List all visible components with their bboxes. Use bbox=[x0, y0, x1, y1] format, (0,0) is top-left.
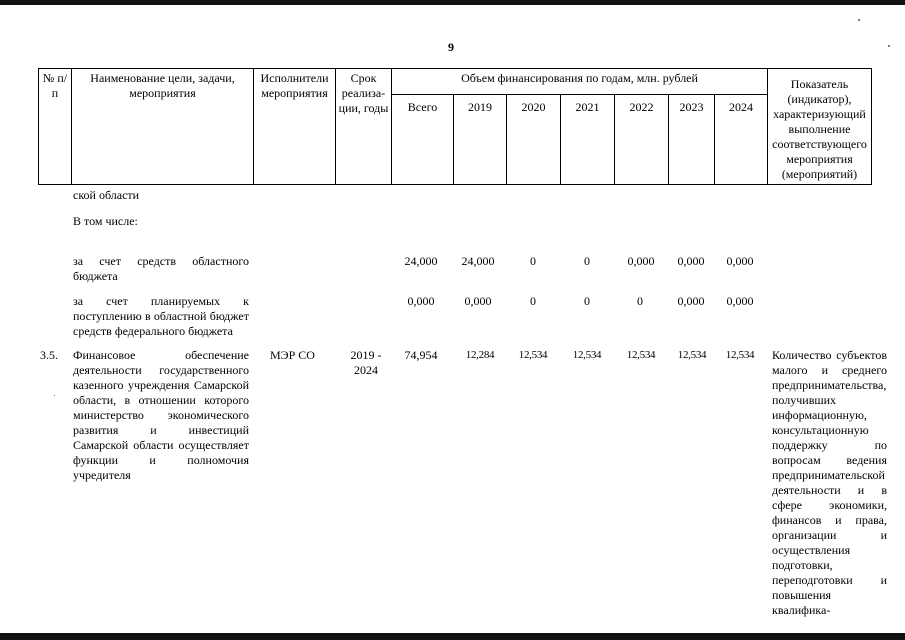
value-2023: 0,000 bbox=[677, 294, 705, 308]
value-total: 74,954 bbox=[404, 348, 438, 362]
col-header-funding: Объем финансирования по годам, млн. рублей bbox=[392, 69, 768, 95]
row-number: 3.5. bbox=[40, 348, 58, 362]
value-2022: 0 bbox=[637, 294, 643, 308]
scan-bottom-border bbox=[0, 633, 905, 640]
col-header-year: 2020 bbox=[507, 94, 561, 184]
row-term: 2019 - 2024 bbox=[350, 348, 382, 377]
value-2024: 12,534 bbox=[725, 349, 755, 361]
scan-speck bbox=[888, 45, 890, 47]
col-header-term: Срок реализа-ции, годы bbox=[336, 69, 392, 185]
value-2019: 24,000 bbox=[461, 254, 495, 268]
including-label: В том числе: bbox=[73, 214, 138, 228]
value-2022: 0,000 bbox=[627, 254, 655, 268]
value-2020: 0 bbox=[530, 254, 536, 268]
value-2019: 0,000 bbox=[464, 294, 492, 308]
header-table bbox=[38, 68, 872, 185]
continuation-text: ской области bbox=[73, 188, 140, 202]
col-header-year: 2021 bbox=[561, 94, 615, 184]
row-indicator: Количество субъектов малого и среднего предпринимательства, получивших информационную, консультационную поддержку по вопросам ведения предпринимательской деятельности и в сфере экономики, финансов и права, организации и осуществления подготовки, переподготовки и повышения квалифика- bbox=[772, 348, 887, 617]
value-2024: 0,000 bbox=[726, 254, 754, 268]
value-2023: 12,534 bbox=[677, 349, 707, 361]
value-2023: 0,000 bbox=[677, 254, 705, 268]
col-header-executors: Исполнители мероприятия bbox=[254, 69, 336, 185]
value-2022: 12,534 bbox=[626, 349, 656, 361]
col-header-indicator: Показатель (индикатор), характеризующий выполнение соответствующего мероприятия (мероприятий) bbox=[768, 69, 872, 185]
scan-speck bbox=[54, 395, 55, 396]
col-header-year: 2024 bbox=[715, 94, 768, 184]
value-total: 24,000 bbox=[404, 254, 438, 268]
federal-budget-label: за счет планируемых к поступлению в областной бюджет средств федерального бюджета bbox=[73, 294, 249, 338]
col-header-no: № п/п bbox=[39, 69, 72, 185]
col-header-year: 2022 bbox=[615, 94, 669, 184]
value-2019: 12,284 bbox=[465, 349, 495, 361]
row-name: Финансовое обеспечение деятельности государственного казенного учреждения Самарской области, в отношении которого министерство экономического развития и инвестиций Самарской области осуществляет функции и полномочия учредителя bbox=[73, 348, 249, 482]
scan-top-border bbox=[0, 0, 905, 5]
value-2020: 0 bbox=[530, 294, 536, 308]
scan-speck bbox=[858, 19, 860, 21]
col-header-total: Всего bbox=[392, 94, 454, 184]
value-2020: 12,534 bbox=[518, 349, 548, 361]
value-2021: 12,534 bbox=[572, 349, 602, 361]
value-2021: 0 bbox=[584, 294, 590, 308]
value-2024: 0,000 bbox=[726, 294, 754, 308]
col-header-name: Наименование цели, задачи, мероприятия bbox=[72, 69, 254, 185]
value-total: 0,000 bbox=[407, 294, 435, 308]
page-number: 9 bbox=[448, 40, 454, 54]
regional-budget-label: за счет средств областного бюджета bbox=[73, 254, 249, 283]
col-header-year: 2019 bbox=[454, 94, 507, 184]
row-executor: МЭР СО bbox=[270, 348, 315, 362]
col-header-year: 2023 bbox=[669, 94, 715, 184]
value-2021: 0 bbox=[584, 254, 590, 268]
